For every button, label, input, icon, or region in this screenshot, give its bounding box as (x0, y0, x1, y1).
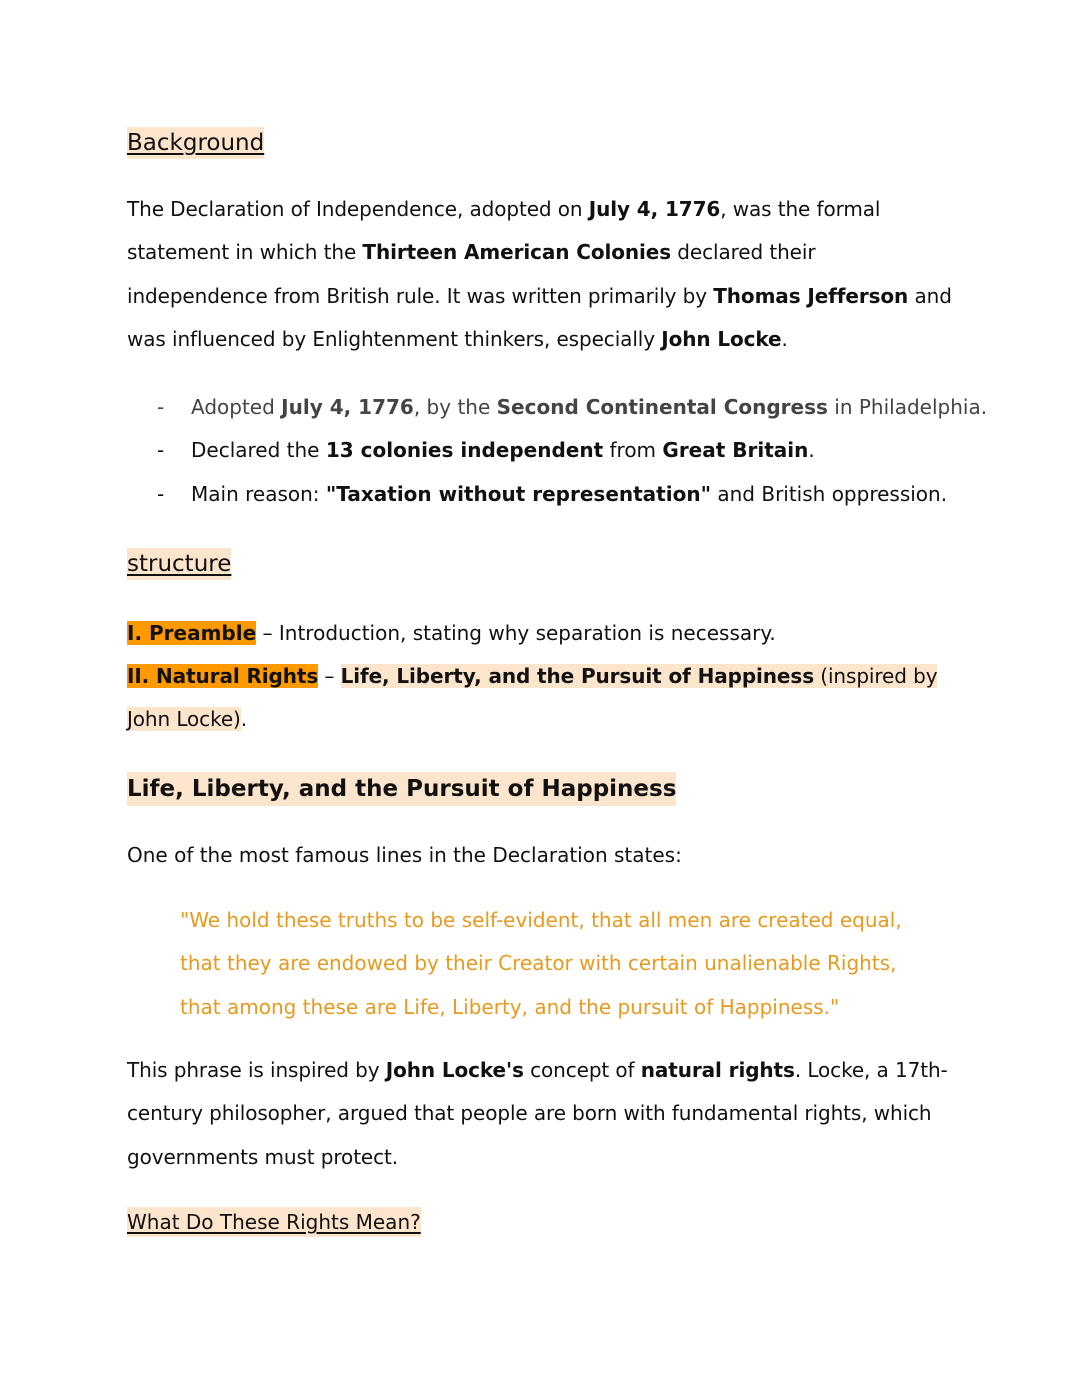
text-run: and was influenced by Enlightenment thinkers, especially (127, 283, 952, 351)
bullet-dash: - (157, 481, 165, 506)
bullet-item-declared (127, 429, 953, 472)
bullet-dash: - (157, 438, 165, 463)
text-run: and British oppression. (711, 481, 948, 506)
natural-rights-line (127, 655, 953, 742)
bold-run: "Taxation without representation" (325, 481, 711, 506)
text-run: concept of (523, 1058, 641, 1082)
bold-run: Second Continental Congress (496, 395, 828, 419)
declaration-quote: "We hold these truths to be self-evident, that all men are created equal, that they are endowed by their Creator with certain unalienable Rights, that among these are Life, Liberty, and the pursuit of Happiness." (180, 908, 902, 1019)
text-run: from (603, 438, 663, 463)
bullet-item-adopted (127, 386, 988, 429)
bold-run: July 4, 1776 (281, 395, 414, 419)
bold-run: 13 colonies independent (325, 438, 604, 463)
preamble-label: I. Preamble (127, 621, 257, 645)
bold-highlight-run: Life, Liberty, and the Pursuit of Happiness (340, 664, 814, 688)
life-liberty-heading: Life, Liberty, and the Pursuit of Happiness (127, 772, 676, 806)
background-bullet-list (127, 386, 988, 516)
bullet-dash: - (157, 395, 165, 419)
bold-jefferson: Thomas Jefferson (713, 283, 909, 308)
declaration-intro: One of the most famous lines in the Declaration states: (127, 843, 682, 867)
text-run: . (781, 326, 788, 351)
text-run: , was the formal statement in which the (127, 197, 881, 265)
text-run: – Introduction, stating why separation is necessary. (256, 621, 776, 645)
text-run: . (240, 707, 248, 732)
bold-colonies: Thirteen American Colonies (362, 240, 672, 265)
locke-paragraph (127, 1049, 953, 1179)
text-run: Main reason: (191, 481, 326, 506)
bold-date: July 4, 1776 (588, 197, 721, 221)
bold-run: Great Britain (662, 438, 809, 463)
text-run: , by the (413, 395, 497, 419)
preamble-line (127, 612, 776, 655)
text-run: in Philadelphia. (827, 395, 988, 419)
structure-heading: structure (127, 548, 231, 580)
text-run: Adopted (191, 395, 282, 419)
bullet-item-main-reason (127, 473, 953, 516)
bold-run: John Locke's (385, 1058, 524, 1082)
text-run: Declared the (191, 438, 326, 463)
bold-locke: John Locke (661, 326, 782, 351)
text-run: . Locke, a 17th-century philosopher, argued that people are born with fundamental rights, which governments must protect. (127, 1058, 948, 1169)
text-run: . (808, 438, 815, 463)
background-paragraph (127, 188, 953, 361)
rights-meaning-heading: What Do These Rights Mean? (127, 1207, 421, 1237)
text-run: The Declaration of Independence, adopted on (127, 197, 589, 221)
bold-run: natural rights (640, 1058, 795, 1082)
text-run: declared their independence from British rule. It was written primarily by (127, 240, 816, 308)
text-run: – (318, 664, 341, 688)
highlight-run: (inspired by John Locke) (127, 664, 938, 732)
natural-rights-label: II. Natural Rights (127, 664, 319, 688)
text-run: This phrase is inspired by (127, 1058, 386, 1082)
background-heading: Background (127, 127, 264, 159)
